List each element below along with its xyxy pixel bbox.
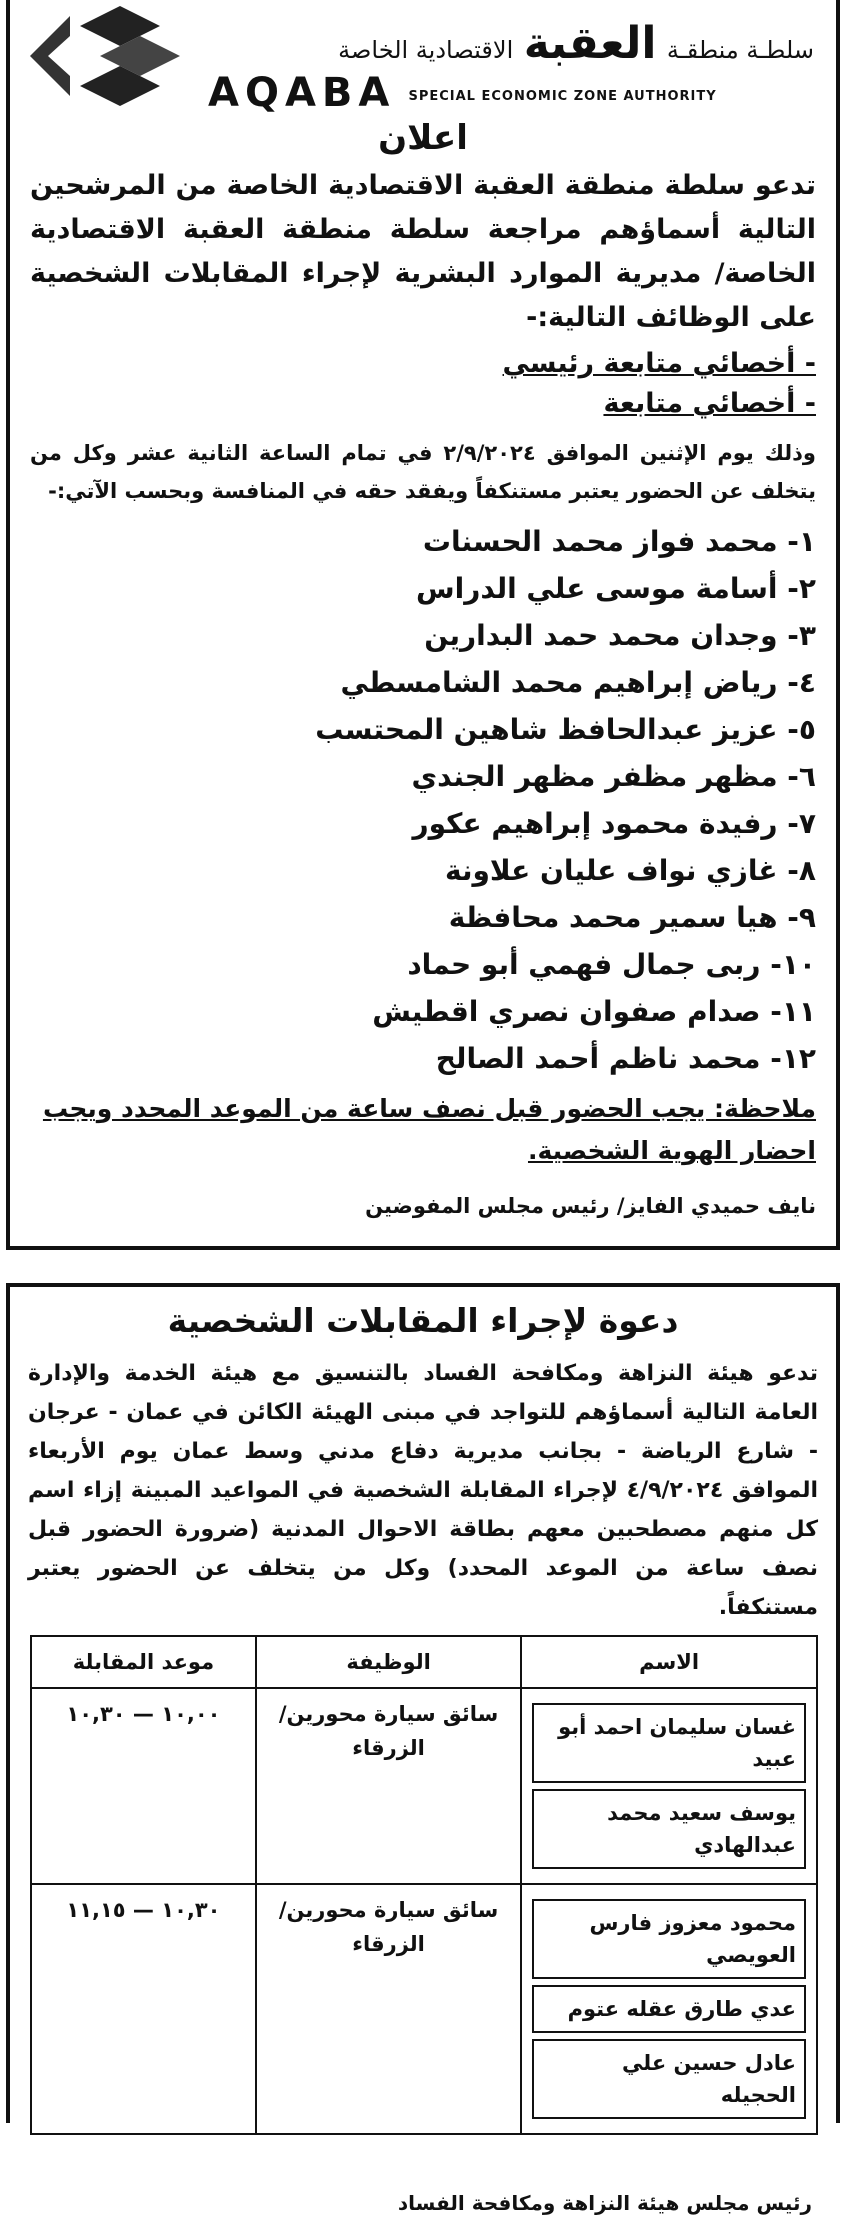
org-arabic-name: سلطـة منطقـة العقبة الاقتصادية الخاصة (338, 18, 814, 69)
announcement-note: ملاحظة: يجب الحضور قبل نصف ساعة من الموعد المحدد ويجب احضار الهوية الشخصية. (42, 1094, 816, 1165)
aqaba-announcement (6, 0, 840, 1250)
time-cell: ١٠,٣٠ — ١١,١٥ (31, 1884, 256, 2134)
list-item: ٦- مظهر مظفر مظهر الجندي (411, 760, 816, 793)
name-entry: عادل حسين علي الحجيله (532, 2039, 806, 2119)
job-list (10, 340, 836, 434)
announcement-title: اعلان (378, 118, 468, 158)
candidate-list (10, 510, 836, 1088)
job-item: - أخصائي متابعة رئيسي (502, 348, 816, 379)
table-row (31, 1688, 817, 1884)
announcement-schedule: وذلك يوم الإثنين الموافق ٢/٩/٢٠٢٤ في تمام الساعة الثانية عشر وكل من يتخلف عن الحضور يعتبر مستنكفاً ويفقد حقه في المنافسة وبحسب الآتي:- (30, 441, 816, 503)
table-header-row (31, 1636, 817, 1688)
list-item: ٨- غازي نواف عليان علاونة (444, 854, 816, 887)
name-entry: غسان سليمان احمد أبو عبيد (532, 1703, 806, 1783)
invitation-title: دعوة لإجراء المقابلات الشخصية (167, 1301, 679, 1340)
list-item: ١٠- ربى جمال فهمي أبو حماد (407, 948, 816, 981)
header-job: الوظيفة (256, 1636, 521, 1688)
names-cell (521, 1884, 817, 2134)
org-english-name: AQABA $^{SPECIAL ECONOMIC ZONE AUTHORITY}$ (208, 70, 717, 116)
name-entry: يوسف سعيد محمد عبدالهادي (532, 1789, 806, 1869)
list-item: ٣- وجدان محمد حمد البدارين (424, 619, 816, 652)
header-name: الاسم (521, 1636, 817, 1688)
aqaba-header (10, 0, 836, 116)
invitation-signature: رئيس مجلس هيئة النزاهة ومكافحة الفساد (397, 2191, 812, 2215)
list-item: ٩- هيا سمير محمد محافظة (448, 901, 816, 934)
name-entry: عدي طارق عقله عتوم (532, 1985, 806, 2033)
header-time: موعد المقابلة (31, 1636, 256, 1688)
list-item: ١- محمد فواز محمد الحسنات (422, 525, 816, 558)
interview-table (30, 1635, 818, 2135)
name-entry: محمود معزوز فارس العويصي (532, 1899, 806, 1979)
time-cell: ١٠,٠٠ — ١٠,٣٠ (31, 1688, 256, 1884)
announcement-signature: نايف حميدي الفايز/ رئيس مجلس المفوضين (365, 1194, 816, 1218)
list-item: ٧- رفيدة محمود إبراهيم عكور (412, 807, 816, 840)
table-row (31, 1884, 817, 2134)
names-cell (521, 1688, 817, 1884)
list-item: ٥- عزيز عبدالحافظ شاهين المحتسب (315, 713, 816, 746)
list-item: ١٢- محمد ناظم أحمد الصالح (435, 1042, 816, 1075)
aqaba-logo-icon (30, 6, 180, 106)
list-item: ٤- رياض إبراهيم محمد الشامسطي (340, 666, 816, 699)
interview-invitation (6, 1283, 840, 2215)
list-item: ٢- أسامة موسى علي الدراس (416, 572, 816, 605)
job-cell: سائق سيارة محورين/ الزرقاء (256, 1884, 521, 2134)
announcement-intro: تدعو سلطة منطقة العقبة الاقتصادية الخاصة من المرشحين التالية أسماؤهم مراجعة سلطة منطقة العقبة الاقتصادية الخاصة/ مديرية الموارد البشرية لإجراء المقابلات الشخصية على الوظائف التالية:- (30, 170, 816, 333)
invitation-body: تدعو هيئة النزاهة ومكافحة الفساد بالتنسيق مع هيئة الخدمة والإدارة العامة التالية أسماؤهم للتواجد في مبنى الهيئة الكائن في عمان - عرجان - شارع الرياضة - بجانب مديرية دفاع مدني وسط عمان يوم الأربعاء الموافق ٤/٩/٢٠٢٤ لإجراء المقابلة الشخصية في المواعيد المبينة إزاء اسم كل منهم مصطحبين معهم بطاقة الاحوال المدنية (ضرورة الحضور قبل نصف ساعة من الموعد المحدد) وكل من يتخلف عن الحضور يعتبر مستنكفاً. (28, 1361, 819, 1620)
job-item: - أخصائي متابعة (603, 388, 816, 419)
job-cell: سائق سيارة محورين/ الزرقاء (256, 1688, 521, 1884)
list-item: ١١- صدام صفوان نصري اقطيش (372, 995, 816, 1028)
